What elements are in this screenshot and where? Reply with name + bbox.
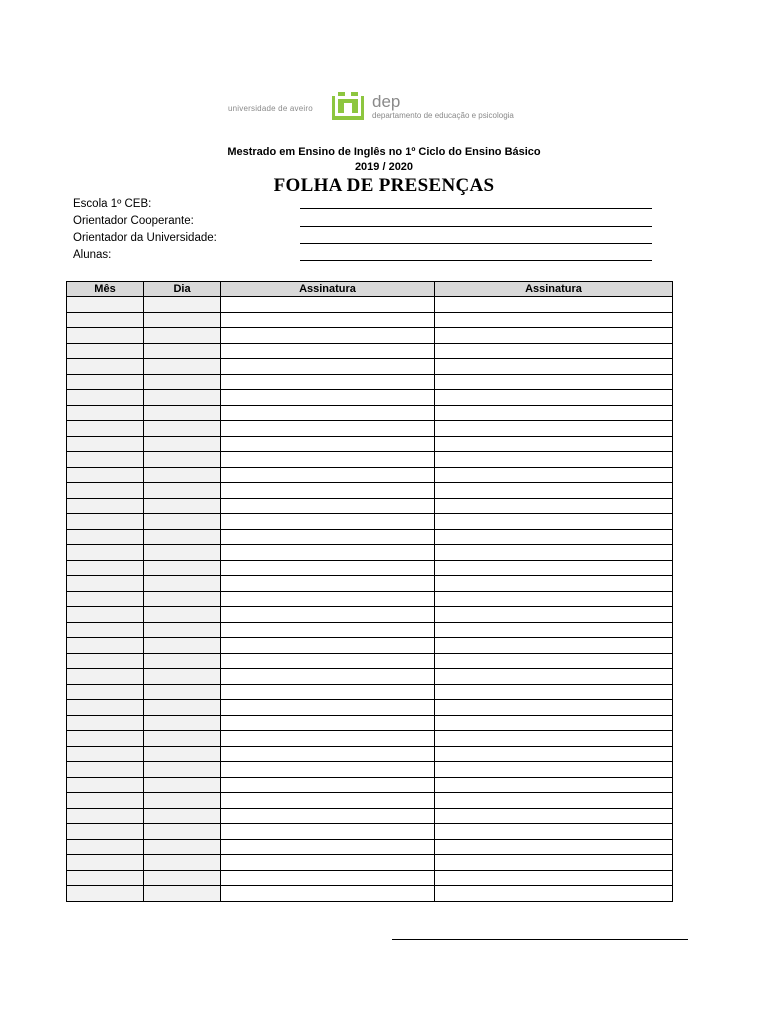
field-label-school: Escola 1º CEB: [73, 198, 152, 210]
signature-cell-1[interactable] [221, 653, 435, 669]
table-row [67, 762, 673, 778]
signature-cell-2[interactable] [435, 545, 673, 561]
day-cell[interactable] [144, 684, 221, 700]
table-row [67, 483, 673, 499]
day-cell[interactable] [144, 545, 221, 561]
table-row [67, 684, 673, 700]
day-cell[interactable] [144, 359, 221, 375]
signature-cell-1[interactable] [221, 560, 435, 576]
month-cell[interactable] [67, 746, 144, 762]
course-subtitle: Mestrado em Ensino de Inglês no 1º Ciclo do Ensino Básico [227, 146, 541, 158]
field-line-students[interactable] [300, 260, 652, 261]
table-header-row [67, 282, 673, 297]
field-label-university-supervisor: Orientador da Universidade: [73, 232, 217, 244]
signature-cell-2[interactable] [435, 622, 673, 638]
month-cell[interactable] [67, 390, 144, 406]
table-row [67, 653, 673, 669]
day-cell[interactable] [144, 390, 221, 406]
day-cell[interactable] [144, 436, 221, 452]
signature-cell-1[interactable] [221, 715, 435, 731]
signature-cell-2[interactable] [435, 793, 673, 809]
signature-cell-1[interactable] [221, 700, 435, 716]
table-row [67, 297, 673, 313]
day-cell[interactable] [144, 855, 221, 871]
signature-cell-1[interactable] [221, 576, 435, 592]
day-cell[interactable] [144, 343, 221, 359]
table-row [67, 793, 673, 809]
day-cell[interactable] [144, 452, 221, 468]
signature-cell-1[interactable] [221, 359, 435, 375]
signature-cell-1[interactable] [221, 374, 435, 390]
signature-cell-2[interactable] [435, 839, 673, 855]
signature-cell-1[interactable] [221, 793, 435, 809]
month-cell[interactable] [67, 529, 144, 545]
day-cell[interactable] [144, 405, 221, 421]
table-row [67, 452, 673, 468]
day-cell[interactable] [144, 374, 221, 390]
month-cell[interactable] [67, 297, 144, 313]
month-cell[interactable] [67, 684, 144, 700]
day-cell[interactable] [144, 777, 221, 793]
month-cell[interactable] [67, 793, 144, 809]
signature-cell-1[interactable] [221, 436, 435, 452]
table-row [67, 545, 673, 561]
signature-cell-2[interactable] [435, 777, 673, 793]
column-header-month: Mês [67, 282, 144, 297]
signature-cell-1[interactable] [221, 886, 435, 902]
month-cell[interactable] [67, 405, 144, 421]
month-cell[interactable] [67, 824, 144, 840]
month-cell[interactable] [67, 436, 144, 452]
signature-cell-1[interactable] [221, 762, 435, 778]
table-row [67, 746, 673, 762]
signature-cell-2[interactable] [435, 808, 673, 824]
signature-cell-2[interactable] [435, 886, 673, 902]
signature-cell-2[interactable] [435, 436, 673, 452]
day-cell[interactable] [144, 498, 221, 514]
signature-cell-1[interactable] [221, 421, 435, 437]
table-row [67, 886, 673, 902]
table-row [67, 638, 673, 654]
day-cell[interactable] [144, 529, 221, 545]
day-cell[interactable] [144, 312, 221, 328]
signature-cell-1[interactable] [221, 638, 435, 654]
day-cell[interactable] [144, 731, 221, 747]
university-name: universidade de aveiro [228, 104, 313, 113]
signature-cell-2[interactable] [435, 855, 673, 871]
signature-cell-2[interactable] [435, 560, 673, 576]
signature-cell-2[interactable] [435, 638, 673, 654]
day-cell[interactable] [144, 746, 221, 762]
month-cell[interactable] [67, 359, 144, 375]
table-row [67, 328, 673, 344]
signature-cell-1[interactable] [221, 297, 435, 313]
table-row [67, 359, 673, 375]
day-cell[interactable] [144, 622, 221, 638]
day-cell[interactable] [144, 669, 221, 685]
table-row [67, 870, 673, 886]
field-line-school[interactable] [300, 208, 652, 209]
signature-cell-1[interactable] [221, 824, 435, 840]
signature-cell-1[interactable] [221, 684, 435, 700]
signature-cell-2[interactable] [435, 514, 673, 530]
table-row [67, 824, 673, 840]
signature-cell-2[interactable] [435, 483, 673, 499]
day-cell[interactable] [144, 328, 221, 344]
field-label-students: Alunas: [73, 249, 112, 261]
month-cell[interactable] [67, 731, 144, 747]
month-cell[interactable] [67, 839, 144, 855]
signature-cell-1[interactable] [221, 808, 435, 824]
day-cell[interactable] [144, 591, 221, 607]
day-cell[interactable] [144, 715, 221, 731]
month-cell[interactable] [67, 545, 144, 561]
table-row [67, 591, 673, 607]
signature-cell-2[interactable] [435, 731, 673, 747]
month-cell[interactable] [67, 576, 144, 592]
table-row [67, 576, 673, 592]
signature-cell-2[interactable] [435, 312, 673, 328]
signature-cell-2[interactable] [435, 421, 673, 437]
signature-cell-1[interactable] [221, 622, 435, 638]
logo-row [228, 92, 558, 124]
day-cell[interactable] [144, 483, 221, 499]
signature-cell-2[interactable] [435, 824, 673, 840]
month-cell[interactable] [67, 467, 144, 483]
month-cell[interactable] [67, 669, 144, 685]
signature-cell-2[interactable] [435, 669, 673, 685]
signature-cell-1[interactable] [221, 483, 435, 499]
signature-cell-2[interactable] [435, 529, 673, 545]
table-row [67, 669, 673, 685]
table-row [67, 715, 673, 731]
day-cell[interactable] [144, 870, 221, 886]
signature-cell-1[interactable] [221, 855, 435, 871]
signature-cell-1[interactable] [221, 607, 435, 623]
table-row [67, 374, 673, 390]
school-year: 2019 / 2020 [354, 161, 414, 173]
signature-cell-1[interactable] [221, 514, 435, 530]
table-row [67, 777, 673, 793]
table-row [67, 855, 673, 871]
day-cell[interactable] [144, 638, 221, 654]
month-cell[interactable] [67, 452, 144, 468]
signature-cell-2[interactable] [435, 498, 673, 514]
month-cell[interactable] [67, 870, 144, 886]
month-cell[interactable] [67, 591, 144, 607]
table-row [67, 498, 673, 514]
month-cell[interactable] [67, 638, 144, 654]
month-cell[interactable] [67, 653, 144, 669]
signature-cell-2[interactable] [435, 359, 673, 375]
month-cell[interactable] [67, 560, 144, 576]
signature-cell-1[interactable] [221, 467, 435, 483]
table-row [67, 700, 673, 716]
department-logo [372, 94, 514, 120]
day-cell[interactable] [144, 560, 221, 576]
month-cell[interactable] [67, 421, 144, 437]
table-row [67, 607, 673, 623]
day-cell[interactable] [144, 421, 221, 437]
signature-cell-2[interactable] [435, 297, 673, 313]
signature-cell-2[interactable] [435, 762, 673, 778]
month-cell[interactable] [67, 607, 144, 623]
signature-cell-2[interactable] [435, 607, 673, 623]
table-row [67, 436, 673, 452]
table-row [67, 622, 673, 638]
signature-cell-1[interactable] [221, 777, 435, 793]
attendance-rows [67, 297, 673, 902]
department-name: departamento de educação e psicologia [372, 111, 514, 120]
signature-cell-2[interactable] [435, 328, 673, 344]
signature-cell-1[interactable] [221, 529, 435, 545]
day-cell[interactable] [144, 653, 221, 669]
signature-cell-1[interactable] [221, 731, 435, 747]
table-row [67, 467, 673, 483]
signature-cell-2[interactable] [435, 715, 673, 731]
month-cell[interactable] [67, 483, 144, 499]
day-cell[interactable] [144, 762, 221, 778]
signature-cell-1[interactable] [221, 870, 435, 886]
signature-cell-1[interactable] [221, 591, 435, 607]
signature-cell-2[interactable] [435, 746, 673, 762]
month-cell[interactable] [67, 715, 144, 731]
signature-cell-2[interactable] [435, 343, 673, 359]
day-cell[interactable] [144, 793, 221, 809]
month-cell[interactable] [67, 808, 144, 824]
table-row [67, 343, 673, 359]
table-row [67, 312, 673, 328]
signature-cell-1[interactable] [221, 452, 435, 468]
table-row [67, 839, 673, 855]
signature-cell-2[interactable] [435, 452, 673, 468]
signature-cell-1[interactable] [221, 669, 435, 685]
month-cell[interactable] [67, 498, 144, 514]
signature-cell-2[interactable] [435, 684, 673, 700]
signature-cell-1[interactable] [221, 839, 435, 855]
page-title: FOLHA DE PRESENÇAS [273, 175, 495, 196]
field-label-cooperating-supervisor: Orientador Cooperante: [73, 215, 194, 227]
table-row [67, 560, 673, 576]
day-cell[interactable] [144, 576, 221, 592]
month-cell[interactable] [67, 514, 144, 530]
month-cell[interactable] [67, 343, 144, 359]
day-cell[interactable] [144, 839, 221, 855]
attendance-table [66, 281, 673, 902]
table-row [67, 390, 673, 406]
signature-cell-1[interactable] [221, 545, 435, 561]
month-cell[interactable] [67, 622, 144, 638]
signature-cell-2[interactable] [435, 591, 673, 607]
day-cell[interactable] [144, 607, 221, 623]
table-row [67, 808, 673, 824]
table-row [67, 529, 673, 545]
signature-cell-2[interactable] [435, 390, 673, 406]
signature-cell-2[interactable] [435, 700, 673, 716]
university-logo-icon [332, 92, 364, 120]
signature-cell-2[interactable] [435, 467, 673, 483]
table-row [67, 514, 673, 530]
month-cell[interactable] [67, 328, 144, 344]
month-cell[interactable] [67, 855, 144, 871]
signature-cell-2[interactable] [435, 576, 673, 592]
day-cell[interactable] [144, 297, 221, 313]
table-row [67, 421, 673, 437]
month-cell[interactable] [67, 777, 144, 793]
day-cell[interactable] [144, 467, 221, 483]
signature-cell-1[interactable] [221, 498, 435, 514]
day-cell[interactable] [144, 514, 221, 530]
signature-cell-2[interactable] [435, 405, 673, 421]
field-line-cooperating-supervisor[interactable] [300, 226, 652, 227]
signature-cell-1[interactable] [221, 746, 435, 762]
department-acronym: dep [372, 92, 401, 111]
signature-cell-2[interactable] [435, 870, 673, 886]
signature-cell-1[interactable] [221, 328, 435, 344]
column-header-signature-1: Assinatura [221, 282, 435, 297]
table-row [67, 731, 673, 747]
field-line-university-supervisor[interactable] [300, 243, 652, 244]
column-header-signature-2: Assinatura [435, 282, 673, 297]
day-cell[interactable] [144, 808, 221, 824]
month-cell[interactable] [67, 762, 144, 778]
signature-cell-1[interactable] [221, 390, 435, 406]
signature-cell-1[interactable] [221, 312, 435, 328]
signature-cell-1[interactable] [221, 343, 435, 359]
month-cell[interactable] [67, 374, 144, 390]
month-cell[interactable] [67, 700, 144, 716]
day-cell[interactable] [144, 824, 221, 840]
table-row [67, 405, 673, 421]
day-cell[interactable] [144, 886, 221, 902]
final-signature-line[interactable] [392, 939, 688, 940]
day-cell[interactable] [144, 700, 221, 716]
month-cell[interactable] [67, 886, 144, 902]
column-header-day: Dia [144, 282, 221, 297]
signature-cell-2[interactable] [435, 653, 673, 669]
signature-cell-2[interactable] [435, 374, 673, 390]
month-cell[interactable] [67, 312, 144, 328]
signature-cell-1[interactable] [221, 405, 435, 421]
